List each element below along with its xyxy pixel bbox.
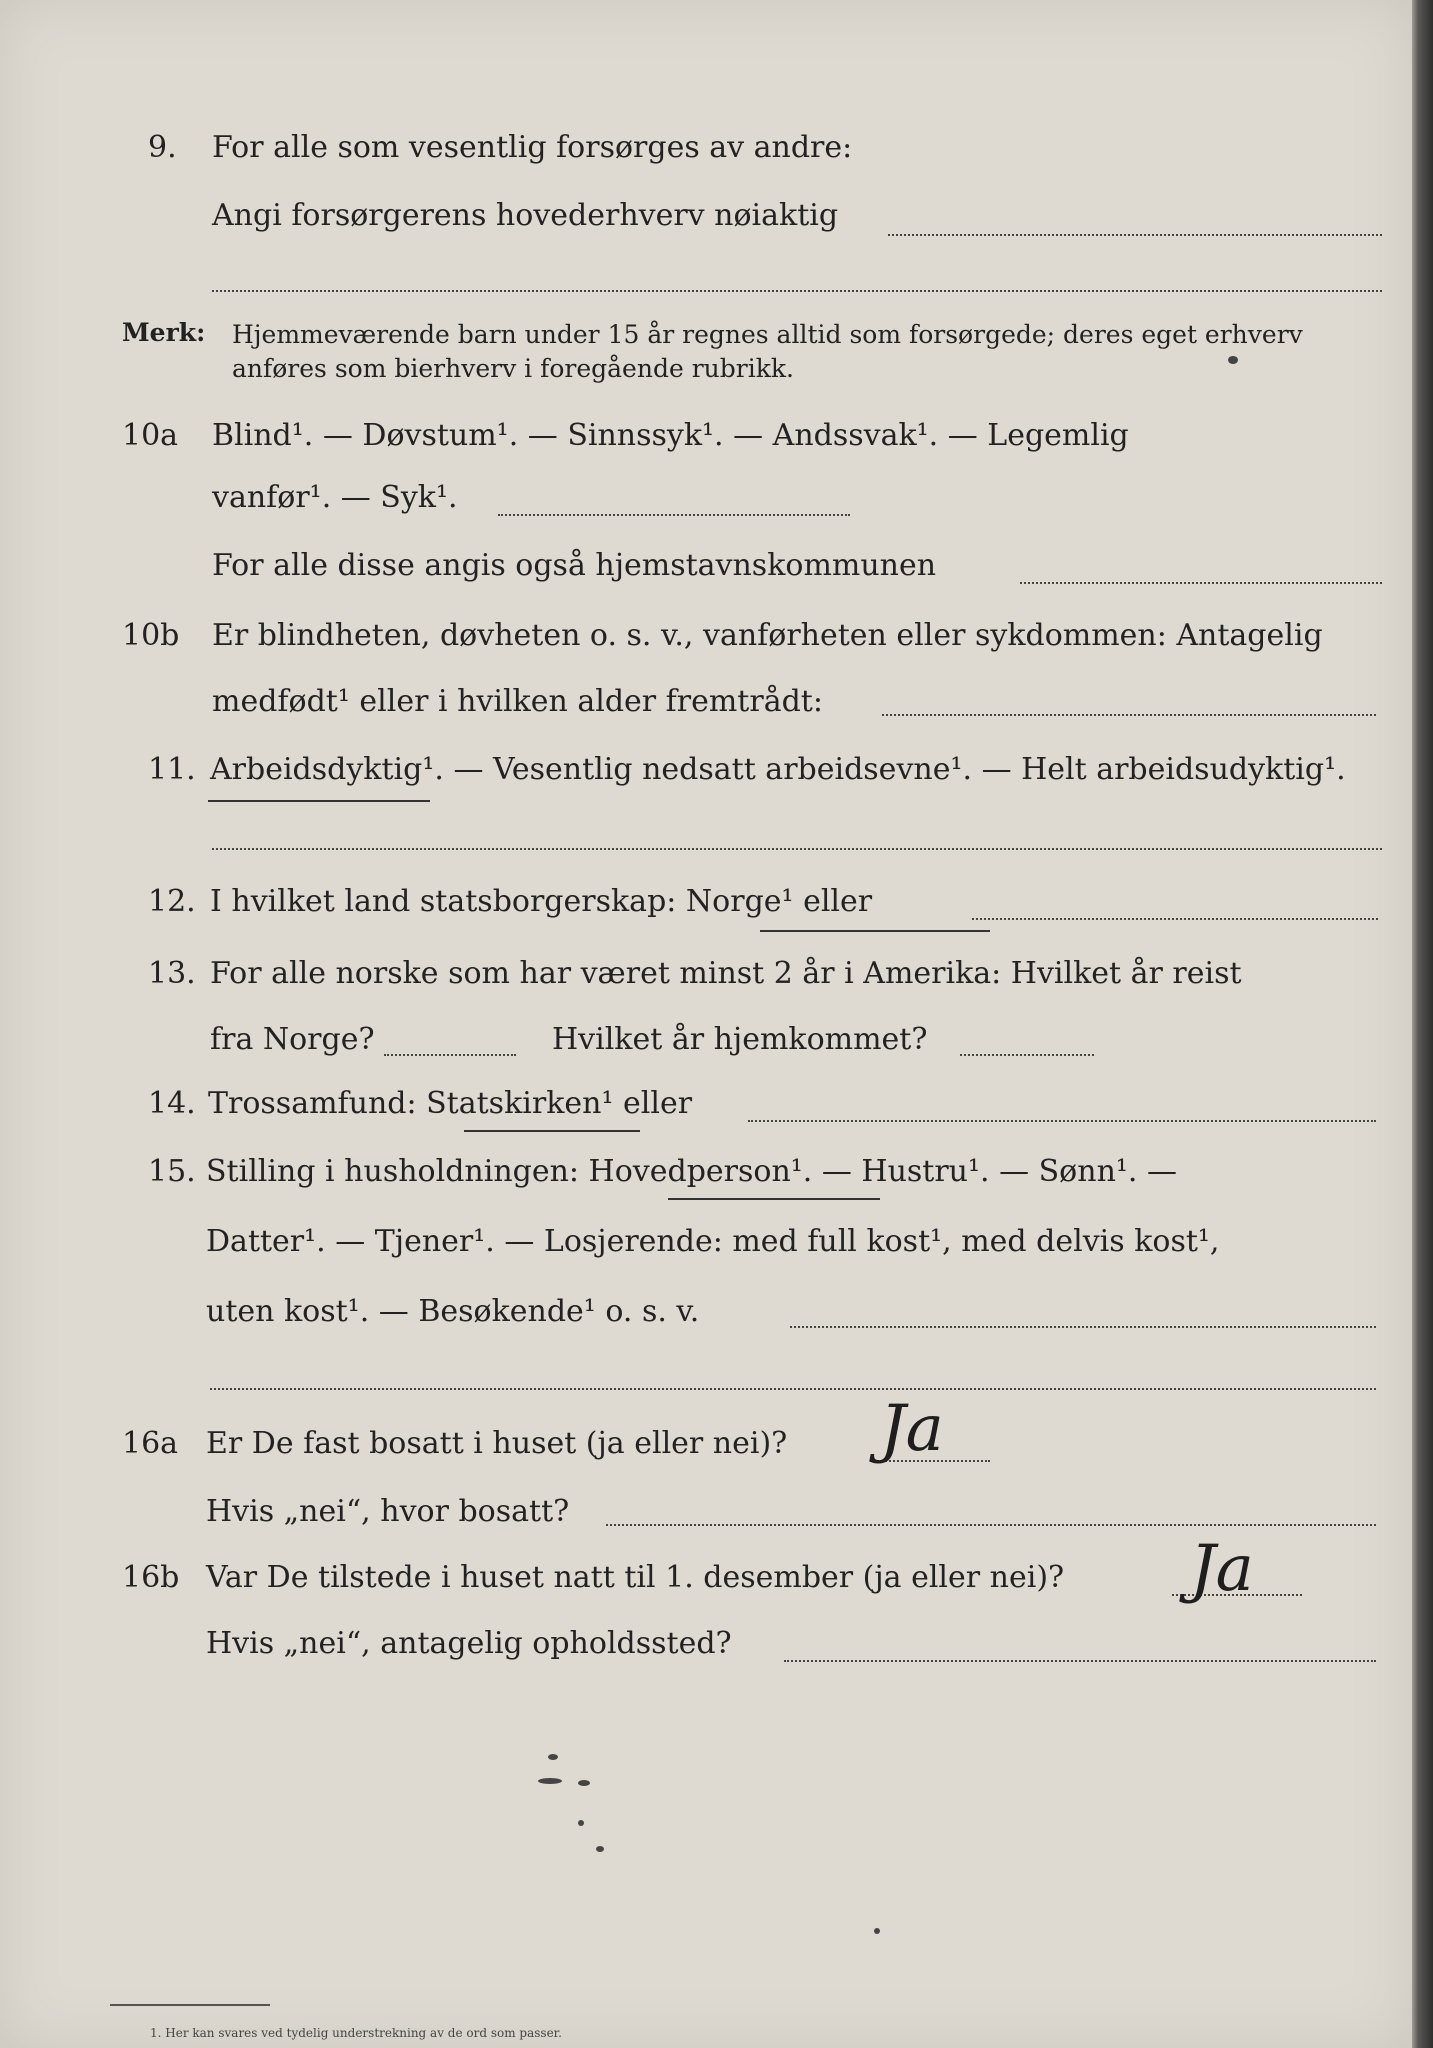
footnote-text: 1. Her kan svares ved tydelig understrekning av de ord som passer. xyxy=(150,2026,562,2040)
question-text: fra Norge? xyxy=(210,1022,375,1057)
ink-smudge xyxy=(538,1778,562,1784)
ink-smudge xyxy=(548,1754,558,1760)
answer-line xyxy=(790,1326,1376,1328)
question-text: Datter¹. — Tjener¹. — Losjerende: med full kost¹, med delvis kost¹, xyxy=(206,1224,1220,1259)
question-text: Er blindheten, døvheten o. s. v., vanførheten eller sykdommen: Antagelig xyxy=(212,618,1323,653)
underline-mark xyxy=(464,1130,640,1132)
question-text: Trossamfund: Statskirken¹ eller xyxy=(208,1086,693,1121)
note-text: anføres som bierhverv i foregående rubrikk. xyxy=(232,354,794,383)
handwritten-answer: Ja xyxy=(1190,1532,1254,1606)
item-number: 10a xyxy=(122,418,179,453)
answer-line xyxy=(972,918,1378,920)
item-number: 16a xyxy=(122,1426,179,1461)
answer-line xyxy=(384,1054,516,1056)
note-label: Merk: xyxy=(122,318,206,347)
question-text: Hvilket år hjemkommet? xyxy=(552,1022,928,1057)
question-text: Hvis „nei“, antagelig opholdssted? xyxy=(206,1626,732,1661)
answer-line xyxy=(748,1120,1376,1122)
ink-smudge xyxy=(1228,356,1238,364)
item-number: 9. xyxy=(148,130,177,165)
item-number: 16b xyxy=(122,1560,180,1595)
item-number: 12. xyxy=(148,884,196,919)
question-text: For alle disse angis også hjemstavnskommunen xyxy=(212,548,937,583)
question-text: Angi forsørgerens hovederhverv nøiaktig xyxy=(212,198,839,233)
note-text: Hjemmeværende barn under 15 år regnes alltid som forsørgede; deres eget erhverv xyxy=(232,320,1303,349)
underline-mark xyxy=(760,930,990,932)
question-text: Er De fast bosatt i huset (ja eller nei)? xyxy=(206,1426,788,1461)
answer-line xyxy=(212,848,1382,850)
question-text: Blind¹. — Døvstum¹. — Sinnssyk¹. — Andssvak¹. — Legemlig xyxy=(212,418,1129,453)
page-edge xyxy=(1412,0,1433,2048)
answer-line xyxy=(882,714,1376,716)
answer-line xyxy=(498,514,850,516)
item-number: 10b xyxy=(122,618,180,653)
answer-line xyxy=(888,234,1382,236)
underline-mark xyxy=(668,1198,880,1200)
footnote-rule xyxy=(110,2004,270,2006)
ink-smudge xyxy=(596,1846,604,1852)
question-text: Hvis „nei“, hvor bosatt? xyxy=(206,1494,570,1529)
underline-mark xyxy=(208,800,430,802)
item-number: 15. xyxy=(148,1154,196,1189)
question-text: uten kost¹. — Besøkende¹ o. s. v. xyxy=(206,1294,700,1329)
item-number: 11. xyxy=(148,752,196,787)
question-text: vanfør¹. — Syk¹. xyxy=(212,480,458,515)
item-number: 14. xyxy=(148,1086,196,1121)
question-text: For alle som vesentlig forsørges av andre: xyxy=(212,130,853,165)
question-text: Var De tilstede i huset natt til 1. desember (ja eller nei)? xyxy=(206,1560,1065,1595)
question-text: Arbeidsdyktig¹. — Vesentlig nedsatt arbeidsevne¹. — Helt arbeidsudyktig¹. xyxy=(210,752,1346,787)
answer-line xyxy=(606,1524,1376,1526)
question-text: medfødt¹ eller i hvilken alder fremtrådt: xyxy=(212,684,823,719)
answer-line xyxy=(784,1660,1376,1662)
answer-line xyxy=(960,1054,1094,1056)
question-text: I hvilket land statsborgerskap: Norge¹ eller xyxy=(210,884,873,919)
item-number: 13. xyxy=(148,956,196,991)
ink-smudge xyxy=(874,1928,880,1934)
handwritten-answer: Ja xyxy=(880,1392,944,1466)
question-text: Stilling i husholdningen: Hovedperson¹. — Hustru¹. — Sønn¹. — xyxy=(206,1154,1177,1189)
answer-line xyxy=(212,290,1382,292)
answer-line xyxy=(210,1388,1376,1390)
answer-line xyxy=(1020,582,1382,584)
ink-smudge xyxy=(578,1820,584,1826)
ink-smudge xyxy=(578,1780,590,1786)
question-text: For alle norske som har været minst 2 år i Amerika: Hvilket år reist xyxy=(210,956,1242,991)
